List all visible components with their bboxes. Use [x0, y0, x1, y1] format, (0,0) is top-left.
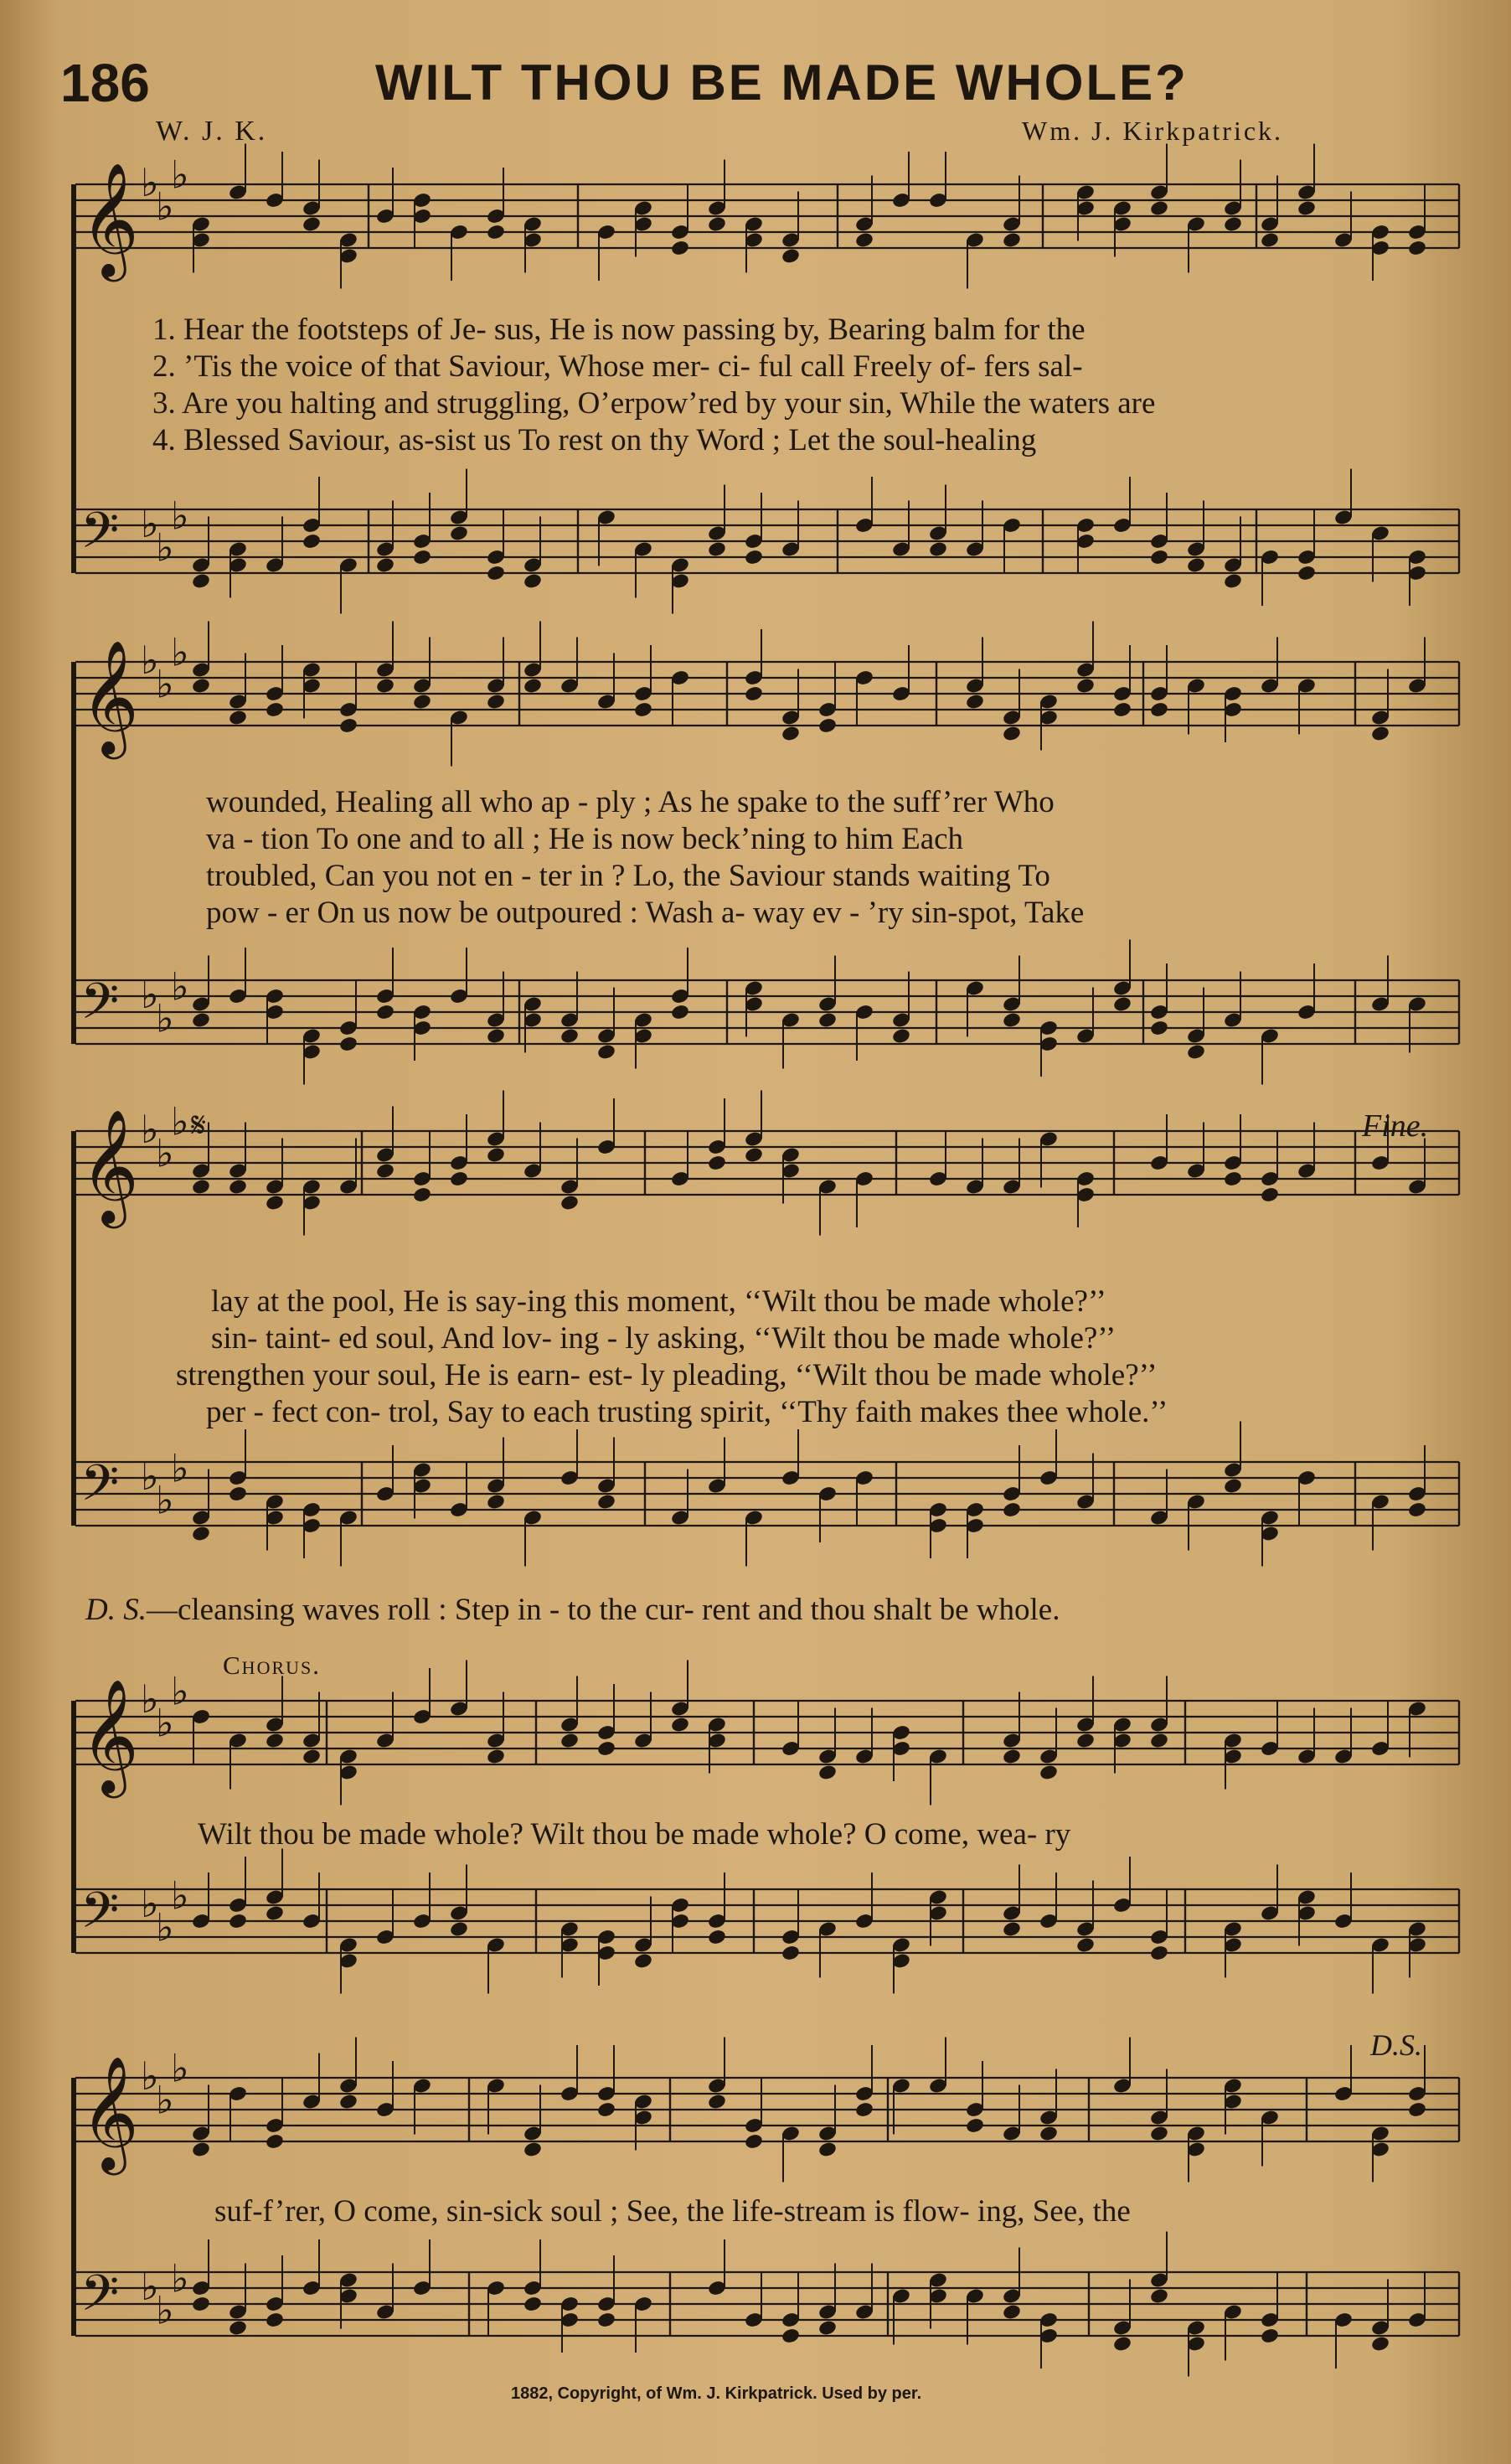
- flat-sign: ♭: [141, 160, 159, 205]
- treble-clef: 𝄞: [80, 1108, 139, 1223]
- verse-1-line-3: lay at the pool, He is say-ing this moment, ‘‘Wilt thou be made whole?’’: [211, 1284, 1106, 1319]
- notehead: [1002, 1748, 1022, 1765]
- notehead: [1002, 725, 1022, 742]
- flat-sign: ♭: [156, 1477, 174, 1523]
- flat-sign: ♭: [141, 1107, 159, 1152]
- flat-sign: ♭: [156, 524, 174, 571]
- notehead: [265, 2312, 285, 2329]
- notehead: [596, 1043, 616, 1061]
- verse-3-line-3: strengthen your soul, He is earn- est- ly pleading, ‘‘Wilt thou be made whole?’’: [176, 1358, 1158, 1392]
- notehead: [191, 2296, 211, 2313]
- notehead: [1075, 677, 1096, 695]
- notehead: [1370, 2335, 1390, 2353]
- flat-sign: ♭: [141, 638, 159, 683]
- verse-3-line-1: 3. Are you halting and struggling, O’erpow’red by your sin, While the waters are: [152, 386, 1156, 421]
- notehead: [191, 1011, 211, 1029]
- notehead: [707, 2093, 727, 2110]
- bass-clef: 𝄢: [80, 1881, 120, 1951]
- chorus-line-2: suf-f’rer, O come, sin-sick soul ; See, the life-stream is flow- ing, See, the: [214, 2194, 1131, 2229]
- notehead: [744, 2133, 764, 2151]
- notehead: [1149, 701, 1169, 719]
- notehead: [1002, 231, 1022, 249]
- notehead: [486, 224, 506, 241]
- flat-sign: ♭: [156, 995, 174, 1041]
- lyricist-credit: W. J. K.: [156, 116, 268, 147]
- notehead: [707, 215, 727, 233]
- flat-sign: ♭: [171, 1873, 189, 1919]
- notehead: [265, 1732, 285, 1749]
- notehead: [1149, 2125, 1169, 2142]
- flat-sign: ♭: [171, 2255, 189, 2301]
- notehead: [1039, 2125, 1059, 2142]
- notehead: [486, 565, 506, 582]
- verse-1-line-2: wounded, Healing all who ap - ply ; As he spake to the suff’rer Who: [206, 785, 1055, 819]
- notehead: [1407, 1501, 1427, 1519]
- notehead: [1112, 701, 1132, 719]
- notehead: [596, 2312, 616, 2329]
- notehead: [449, 1170, 469, 1188]
- notehead: [302, 215, 322, 233]
- notehead: [744, 549, 764, 566]
- notehead: [1260, 2327, 1280, 2345]
- treble-clef: 𝄞: [80, 2054, 139, 2170]
- notehead: [338, 1036, 358, 1053]
- notehead: [1112, 995, 1132, 1013]
- notehead: [486, 1493, 506, 1511]
- notehead: [1039, 1764, 1059, 1781]
- notehead: [523, 572, 543, 590]
- notehead: [560, 1194, 580, 1211]
- notehead: [1297, 565, 1317, 582]
- notehead: [375, 1004, 395, 1021]
- flat-sign: ♭: [141, 1454, 159, 1499]
- notehead: [817, 1764, 838, 1781]
- ds-line: [85, 1592, 1060, 1628]
- verse-3-line-2: troubled, Can you not en - ter in ? Lo, the Saviour stands waiting To: [206, 859, 1050, 893]
- ds-text: —cleansing waves roll : Step in - to the cur- rent and thou shalt be whole.: [146, 1593, 1060, 1627]
- flat-sign: ♭: [171, 493, 189, 539]
- notehead: [817, 2319, 838, 2337]
- flat-sign: ♭: [141, 972, 159, 1017]
- notehead: [854, 2101, 874, 2119]
- notehead: [965, 693, 985, 710]
- notehead: [707, 540, 727, 558]
- notehead: [1149, 1020, 1169, 1037]
- notehead: [486, 1027, 506, 1045]
- notehead: [191, 2141, 211, 2158]
- treble-clef: 𝄞: [80, 1677, 139, 1793]
- notehead: [486, 693, 506, 710]
- notehead: [744, 685, 764, 703]
- notehead: [486, 1748, 506, 1765]
- notehead: [1112, 2335, 1132, 2353]
- notehead: [523, 2296, 543, 2313]
- flat-sign: ♭: [171, 152, 189, 198]
- page-number: 186: [60, 53, 150, 113]
- notehead: [228, 2319, 248, 2337]
- notehead: [560, 1732, 580, 1749]
- flat-sign: ♭: [141, 1881, 159, 1926]
- notehead: [228, 1485, 248, 1503]
- notehead: [412, 549, 432, 566]
- bass-clef: 𝄢: [80, 972, 120, 1042]
- flat-sign: ♭: [141, 2053, 159, 2099]
- notehead: [228, 709, 248, 726]
- treble-clef: 𝄞: [80, 638, 139, 754]
- notehead: [375, 1162, 395, 1180]
- notehead: [1223, 572, 1243, 590]
- treble-clef: 𝄞: [80, 161, 139, 276]
- notehead: [412, 693, 432, 710]
- notehead: [1260, 231, 1280, 249]
- hymn-title: WILT THOU BE MADE WHOLE?: [375, 54, 1189, 111]
- flat-sign: ♭: [171, 963, 189, 1010]
- verse-2-line-1: 2. ’Tis the voice of that Saviour, Whose mer- ci- ful call Freely of- fers sal-: [152, 349, 1083, 384]
- notehead: [1002, 2303, 1022, 2321]
- flat-sign: ♭: [141, 1676, 159, 1722]
- notehead: [265, 701, 285, 719]
- segno-mark: 𝄋: [191, 1107, 207, 1145]
- notehead: [1002, 1011, 1022, 1029]
- notehead: [1223, 1477, 1243, 1495]
- flat-sign: ♭: [171, 1668, 189, 1714]
- notehead: [191, 1525, 211, 1542]
- notehead: [486, 1146, 506, 1164]
- notehead: [1149, 1945, 1169, 1962]
- flat-sign: ♭: [171, 1445, 189, 1491]
- notehead: [670, 1716, 690, 1733]
- notehead: [781, 247, 801, 265]
- flat-sign: ♭: [156, 661, 174, 707]
- notehead: [375, 677, 395, 695]
- notehead: [854, 231, 874, 249]
- notehead: [596, 1740, 616, 1758]
- notehead: [781, 725, 801, 742]
- notehead: [338, 2093, 358, 2110]
- notehead: [891, 1027, 911, 1045]
- verse-2-line-3: sin- taint- ed soul, And lov- ing - ly asking, ‘‘Wilt thou be made whole?’’: [211, 1321, 1116, 1356]
- notehead: [707, 1155, 727, 1172]
- notehead: [265, 1194, 285, 1211]
- notehead: [449, 524, 469, 542]
- flat-sign: ♭: [156, 2287, 174, 2333]
- notehead: [817, 1011, 838, 1029]
- notehead: [375, 556, 395, 574]
- verse-4-line-1: 4. Blessed Saviour, as-sist us To rest on thy Word ; Let the soul-healing: [152, 423, 1037, 457]
- notehead: [1297, 199, 1317, 217]
- notehead: [1075, 1732, 1096, 1749]
- notehead: [1075, 1936, 1096, 1954]
- bass-clef: 𝄢: [80, 2264, 120, 2334]
- notehead: [596, 2101, 616, 2119]
- notehead: [965, 2117, 985, 2135]
- notehead: [191, 572, 211, 590]
- notehead: [817, 2141, 838, 2158]
- notehead: [1260, 1186, 1280, 1204]
- notehead: [633, 701, 653, 719]
- flat-sign: ♭: [156, 1904, 174, 1950]
- verse-1-line-1: 1. Hear the footsteps of Je- sus, He is now passing by, Bearing balm for the: [152, 313, 1086, 347]
- verse-4-line-2: pow - er On us now be outpoured : Wash a- way ev - ’ry sin-spot, Take: [206, 896, 1085, 930]
- notehead: [670, 240, 690, 257]
- notehead: [1223, 215, 1243, 233]
- flat-sign: ♭: [156, 1700, 174, 1746]
- notehead: [744, 1146, 764, 1164]
- notehead: [1002, 1920, 1022, 1938]
- notehead: [265, 1904, 285, 1922]
- notehead: [412, 1186, 432, 1204]
- notehead: [707, 1929, 727, 1946]
- flat-sign: ♭: [171, 629, 189, 675]
- notehead: [928, 540, 948, 558]
- flat-sign: ♭: [141, 501, 159, 546]
- notehead: [191, 677, 211, 695]
- notehead: [523, 677, 543, 695]
- notehead: [191, 1178, 211, 1196]
- notehead: [338, 717, 358, 735]
- fine-mark: Fine.: [1362, 1108, 1429, 1144]
- notehead: [228, 1913, 248, 1930]
- notehead: [781, 1945, 801, 1962]
- verse-4-line-3: per - fect con- trol, Say to each trusting spirit, ‘‘Thy faith makes thee whole.’’: [206, 1395, 1168, 1429]
- flat-sign: ♭: [171, 1098, 189, 1144]
- notehead: [596, 1493, 616, 1511]
- notehead: [1149, 199, 1169, 217]
- notehead: [1407, 240, 1427, 257]
- notehead: [228, 1178, 248, 1196]
- composer-credit: Wm. J. Kirkpatrick.: [1022, 116, 1284, 146]
- flat-sign: ♭: [141, 2264, 159, 2309]
- notehead: [1370, 725, 1390, 742]
- flat-sign: ♭: [156, 1130, 174, 1176]
- notehead: [633, 1952, 653, 1970]
- bass-clef: 𝄢: [80, 501, 120, 571]
- flat-sign: ♭: [156, 183, 174, 230]
- notehead: [449, 1920, 469, 1938]
- notehead: [265, 2133, 285, 2151]
- ds-mark: D.S.: [1370, 2028, 1422, 2062]
- notehead: [560, 1027, 580, 1045]
- copyright-notice: 1882, Copyright, of Wm. J. Kirkpatrick. Used by per.: [511, 2384, 922, 2403]
- verse-2-line-2: va - tion To one and to all ; He is now beck’ning to him Each: [206, 822, 964, 856]
- notehead: [670, 1004, 690, 1021]
- notehead: [1149, 2287, 1169, 2305]
- ds-label: D. S.: [85, 1593, 147, 1627]
- notehead: [1186, 556, 1206, 574]
- chorus-label: Chorus.: [223, 1650, 321, 1680]
- notehead: [1149, 1732, 1169, 1749]
- notehead: [1186, 1043, 1206, 1061]
- notehead: [817, 717, 838, 735]
- bass-clef: 𝄢: [80, 1454, 120, 1524]
- notehead: [1149, 549, 1169, 566]
- notehead: [781, 2327, 801, 2345]
- notehead: [523, 2141, 543, 2158]
- notehead: [1002, 1501, 1022, 1519]
- flat-sign: ♭: [171, 2045, 189, 2091]
- notehead: [302, 533, 322, 550]
- notehead: [302, 1748, 322, 1765]
- notehead: [1407, 2101, 1427, 2119]
- notehead: [1223, 1170, 1243, 1188]
- chorus-line-1: Wilt thou be made whole? Wilt thou be made whole? O come, wea- ry: [198, 1817, 1071, 1852]
- flat-sign: ♭: [156, 2077, 174, 2123]
